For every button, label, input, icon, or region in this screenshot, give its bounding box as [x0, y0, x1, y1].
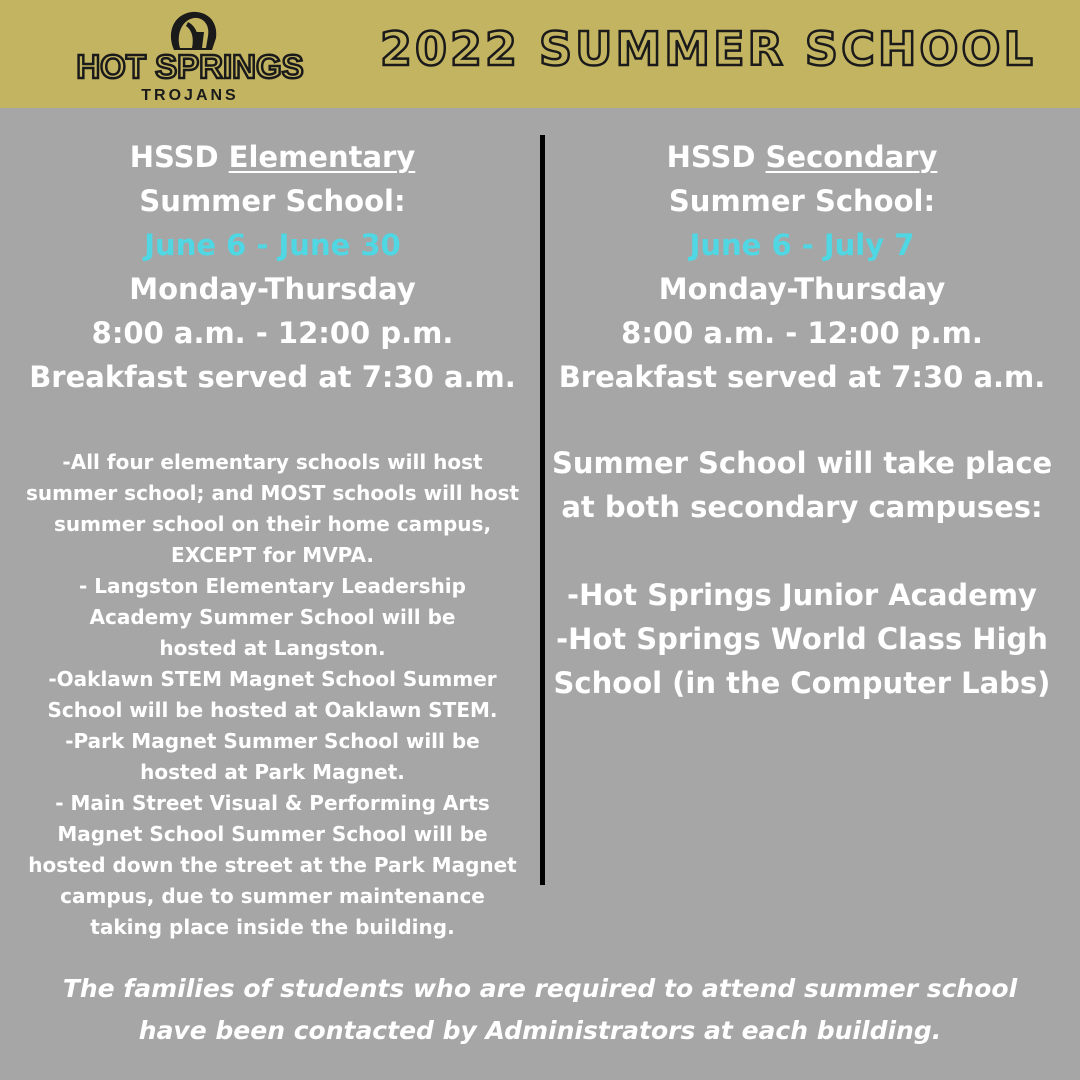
- note-line: Academy Summer School will be: [89, 605, 456, 629]
- campus-line: -Hot Springs Junior Academy: [567, 578, 1037, 612]
- elementary-heading-prefix: HSSD: [129, 140, 229, 174]
- note-line: -Park Magnet Summer School will be: [65, 729, 480, 753]
- elementary-heading-underlined: Elementary: [228, 140, 416, 174]
- secondary-campus-list: [552, 573, 1052, 705]
- secondary-breakfast: Breakfast served at 7:30 a.m.: [558, 360, 1046, 394]
- secondary-hours: 8:00 a.m. - 12:00 p.m.: [621, 316, 983, 350]
- secondary-dates: June 6 - July 7: [689, 228, 915, 262]
- note-line: hosted down the street at the Park Magnet: [28, 853, 517, 877]
- elementary-breakfast: Breakfast served at 7:30 a.m.: [29, 360, 516, 394]
- elementary-hours: 8:00 a.m. - 12:00 p.m.: [91, 316, 454, 350]
- note-line: -All four elementary schools will host: [62, 450, 483, 474]
- header-banner: [0, 0, 1080, 108]
- note-line: - Langston Elementary Leadership: [79, 574, 466, 598]
- trojan-helmet-icon: [171, 12, 216, 50]
- note-line: - Main Street Visual & Performing Arts: [55, 791, 490, 815]
- location-intro-line: at both secondary campuses:: [561, 490, 1043, 524]
- note-line: hosted at Park Magnet.: [140, 760, 405, 784]
- logo-text: HOT SPRINGS: [76, 48, 304, 85]
- secondary-subheading: Summer School:: [668, 184, 936, 218]
- footer-line: have been contacted by Administrators at each building.: [138, 1016, 942, 1045]
- elementary-column: [20, 135, 525, 943]
- note-line: Magnet School Summer School will be: [57, 822, 488, 846]
- elementary-notes: [20, 447, 525, 943]
- note-line: School will be hosted at Oaklawn STEM.: [47, 698, 498, 722]
- footer-note: [0, 968, 1080, 1052]
- column-divider: [540, 135, 545, 885]
- elementary-subheading: Summer School:: [139, 184, 406, 218]
- note-line: taking place inside the building.: [90, 915, 455, 939]
- elementary-days: Monday-Thursday: [129, 272, 416, 306]
- page-title: 2022 SUMMER SCHOOL: [380, 22, 1036, 76]
- note-line: EXCEPT for MVPA.: [171, 543, 374, 567]
- campus-line: -Hot Springs World Class High: [556, 622, 1048, 656]
- logo-subtext: TROJANS: [141, 87, 239, 104]
- secondary-location-intro: [552, 441, 1052, 529]
- note-line: summer school; and MOST schools will host: [25, 481, 520, 505]
- note-line: hosted at Langston.: [159, 636, 386, 660]
- secondary-column: [552, 135, 1052, 705]
- location-intro-line: Summer School will take place: [552, 446, 1053, 480]
- hot-springs-trojans-logo: [76, 8, 304, 104]
- campus-line: School (in the Computer Labs): [553, 666, 1051, 700]
- secondary-heading-underlined: Secondary: [765, 140, 938, 174]
- secondary-days: Monday-Thursday: [658, 272, 946, 306]
- note-line: -Oaklawn STEM Magnet School Summer: [48, 667, 497, 691]
- note-line: campus, due to summer maintenance: [60, 884, 485, 908]
- elementary-heading: [20, 135, 525, 179]
- note-line: summer school on their home campus,: [53, 512, 492, 536]
- footer-line: The families of students who are required to attend summer school: [62, 974, 1018, 1003]
- elementary-dates: June 6 - June 30: [144, 228, 401, 262]
- secondary-heading-prefix: HSSD: [666, 140, 766, 174]
- secondary-heading: [552, 135, 1052, 179]
